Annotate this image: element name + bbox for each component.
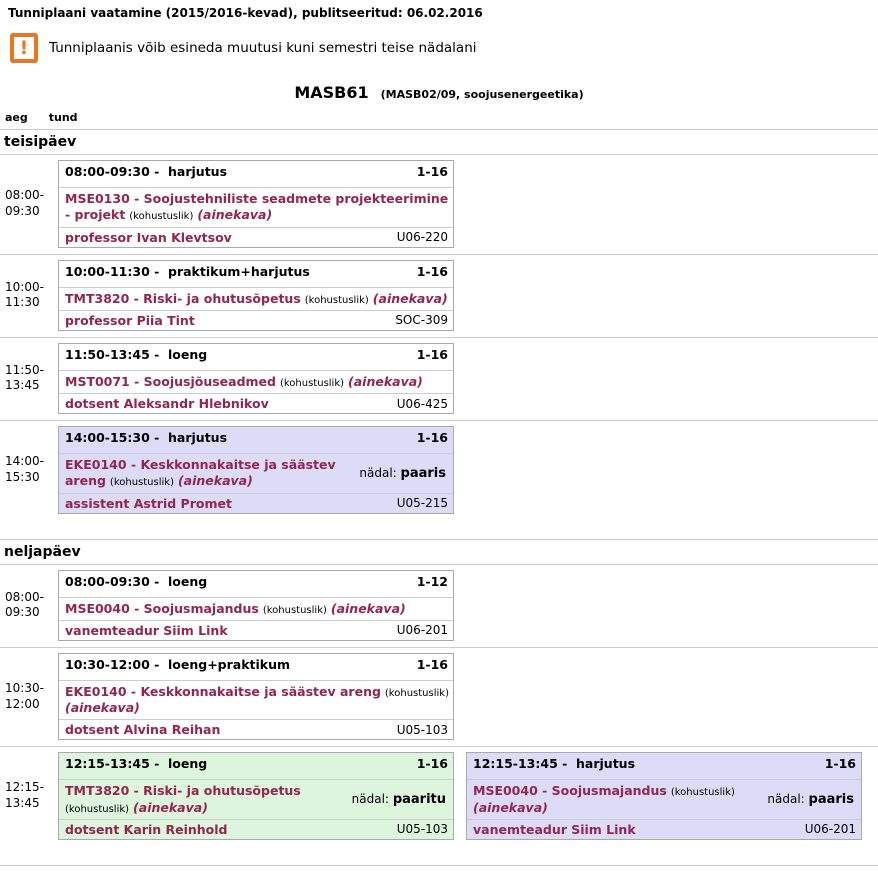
lecturer-link[interactable]: assistent Astrid Promet xyxy=(65,495,232,511)
lecturer-link[interactable]: dotsent Alvina Reihan xyxy=(65,722,221,738)
time-line-1: 10:30- xyxy=(5,680,44,695)
week-parity-value: paaritu xyxy=(392,792,446,807)
entry-time-type: 14:00-15:30 - harjutus xyxy=(65,430,228,445)
entry-footer xyxy=(59,720,453,739)
entry-footer xyxy=(59,228,453,247)
entry-body xyxy=(59,780,453,820)
entry-body xyxy=(59,598,453,621)
warning-banner xyxy=(10,33,878,63)
entry-time-type: 10:00-11:30 - praktikum+harjutus xyxy=(65,263,310,279)
entry-body xyxy=(59,288,453,311)
course-link[interactable]: EKE0140 - Keskkonnakaitse ja säästev areng xyxy=(65,457,336,489)
time-line-2: 09:30 xyxy=(5,203,40,218)
entry-body xyxy=(59,681,453,721)
entry-row xyxy=(0,255,878,338)
day-heading: teisipäev xyxy=(0,129,878,155)
entry-footer xyxy=(59,621,453,640)
time-line-1: 12:15- xyxy=(5,780,44,795)
room-label: U06-201 xyxy=(396,623,448,638)
time-line-1: 08:00- xyxy=(5,188,44,203)
course-link[interactable]: MSE0130 - Soojustehniliste seadmete projekteerimine - projekt xyxy=(65,191,449,223)
entry-time-type: 12:15-13:45 - harjutus xyxy=(473,756,636,772)
timetable xyxy=(0,129,878,846)
ainekava-link[interactable]: (ainekava) xyxy=(372,290,448,306)
day-section xyxy=(0,539,878,846)
room-label: U06-425 xyxy=(396,396,448,411)
entry-box xyxy=(466,752,862,840)
course-info xyxy=(65,601,449,617)
mandatory-label: (kohustuslik) xyxy=(670,787,735,799)
entry-weeks: 1-16 xyxy=(416,430,448,445)
lecturer-link[interactable]: professor Ivan Klevtsov xyxy=(65,229,232,245)
ainekava-link[interactable]: (ainekava) xyxy=(348,373,423,389)
warning-text: Tunniplaanis võib esineda muutusi kuni semestri teise nädalani xyxy=(49,40,477,56)
time-label xyxy=(0,363,58,394)
group-code: MASB61 xyxy=(294,83,369,102)
entry-footer xyxy=(467,820,861,839)
entry-weeks: 1-12 xyxy=(416,573,448,589)
entry-footer xyxy=(59,494,453,513)
entry-box xyxy=(58,426,454,514)
entry-box xyxy=(58,260,454,331)
entry-header xyxy=(467,753,861,780)
week-parity xyxy=(352,792,449,807)
week-parity-label: nädal: xyxy=(359,465,397,480)
entry-weeks: 1-16 xyxy=(416,756,448,772)
time-line-1: 11:50- xyxy=(5,362,44,377)
entry-row xyxy=(0,338,878,421)
ainekava-link[interactable]: (ainekava) xyxy=(473,799,548,815)
entry-header xyxy=(59,753,453,780)
entry-header xyxy=(59,261,453,288)
time-line-2: 13:45 xyxy=(5,378,40,393)
week-parity-value: paaris xyxy=(400,465,446,481)
lecturer-link[interactable]: vanemteadur Siim Link xyxy=(473,821,636,837)
course-info xyxy=(65,291,449,307)
time-label xyxy=(0,188,58,219)
mandatory-label: (kohustuslik) xyxy=(304,294,369,306)
warning-icon: ! xyxy=(10,33,38,63)
lecturer-link[interactable]: dotsent Karin Reinhold xyxy=(65,821,228,837)
mandatory-label: (kohustuslik) xyxy=(279,377,345,389)
day-section xyxy=(0,129,878,520)
course-info xyxy=(65,783,342,816)
time-line-2: 13:45 xyxy=(5,796,40,810)
room-label: U05-103 xyxy=(396,722,448,737)
time-line-1: 10:00- xyxy=(5,279,44,294)
entry-box xyxy=(58,160,454,248)
time-line-2: 09:30 xyxy=(5,605,40,620)
lecturer-link[interactable]: dotsent Aleksandr Hlebnikov xyxy=(65,396,269,411)
week-parity xyxy=(767,792,857,807)
bottom-divider xyxy=(0,865,878,872)
entry-header xyxy=(59,344,453,371)
room-label: U05-103 xyxy=(396,822,448,837)
time-line-2: 11:30 xyxy=(5,295,40,310)
entry-row xyxy=(0,648,878,748)
mandatory-label: (kohustuslik) xyxy=(109,477,174,489)
entry-row xyxy=(0,421,878,520)
mandatory-label: (kohustuslik) xyxy=(384,687,449,699)
entry-time-type: 12:15-13:45 - loeng xyxy=(65,756,208,772)
course-info xyxy=(473,783,757,816)
group-subtitle: (MASB02/09, soojusenergeetika) xyxy=(380,88,584,101)
time-line-1: 08:00- xyxy=(5,589,44,604)
column-header-aeg: aeg xyxy=(5,111,28,124)
time-line-1: 14:00- xyxy=(5,454,44,469)
lecturer-link[interactable]: vanemteadur Siim Link xyxy=(65,622,228,638)
entry-header xyxy=(59,161,453,188)
column-header-tund: tund xyxy=(48,111,78,124)
time-label xyxy=(0,590,58,621)
course-link[interactable]: MSE0040 - Soojusmajandus xyxy=(65,600,259,616)
time-line-2: 15:30 xyxy=(5,469,40,484)
lecturer-link[interactable]: professor Piia Tint xyxy=(65,312,195,328)
ainekava-link[interactable]: (ainekava) xyxy=(65,700,140,715)
entry-box xyxy=(58,570,454,641)
room-label: U05-215 xyxy=(396,496,448,510)
entry-row xyxy=(0,565,878,648)
entry-time-type: 10:30-12:00 - loeng+praktikum xyxy=(65,656,291,672)
course-link[interactable]: MST0071 - Soojusjõuseadmed xyxy=(65,373,276,389)
ainekava-link[interactable]: (ainekava) xyxy=(177,473,253,489)
time-label xyxy=(0,454,58,485)
mandatory-label: (kohustuslik) xyxy=(262,604,327,616)
time-label xyxy=(0,681,58,712)
week-parity-label: nädal: xyxy=(351,792,389,806)
entry-footer xyxy=(59,394,453,413)
entry-body xyxy=(467,780,861,820)
room-label: SOC-309 xyxy=(395,313,448,328)
entry-header xyxy=(59,571,453,598)
group-header xyxy=(0,83,878,102)
entry-time-type: 08:00-09:30 - loeng xyxy=(65,573,208,589)
course-link[interactable]: TMT3820 - Riski- ja ohutusõpetus xyxy=(65,783,301,799)
course-info xyxy=(65,374,449,390)
entry-body xyxy=(59,188,453,228)
day-heading: neljapäev xyxy=(0,539,878,565)
week-parity xyxy=(359,466,449,481)
entry-weeks: 1-16 xyxy=(416,346,448,362)
entry-weeks: 1-16 xyxy=(824,756,856,772)
entry-box xyxy=(58,653,454,741)
entry-header xyxy=(59,427,453,454)
room-label: U06-220 xyxy=(396,230,448,244)
week-parity-value: paaris xyxy=(808,792,854,807)
course-link[interactable]: TMT3820 - Riski- ja ohutusõpetus xyxy=(65,290,301,306)
entry-footer xyxy=(59,820,453,839)
week-parity-label: nädal: xyxy=(767,792,805,806)
ainekava-link[interactable]: (ainekava) xyxy=(330,600,406,616)
mandatory-label: (kohustuslik) xyxy=(65,803,130,815)
column-headers xyxy=(0,111,878,129)
ainekava-link[interactable]: (ainekava) xyxy=(197,207,273,223)
entry-body xyxy=(59,371,453,394)
course-info xyxy=(65,457,349,490)
mandatory-label: (kohustuslik) xyxy=(129,211,194,223)
entry-footer xyxy=(59,311,453,330)
entry-body xyxy=(59,454,453,494)
page-title: Tunniplaani vaatamine (2015/2016-kevad), publitseeritud: 06.02.2016 xyxy=(8,6,483,20)
course-info xyxy=(65,191,449,224)
course-link[interactable]: EKE0140 - Keskkonnakaitse ja säästev areng xyxy=(65,683,381,699)
entry-row xyxy=(0,155,878,255)
entry-weeks: 1-16 xyxy=(416,656,448,672)
time-label xyxy=(0,280,58,311)
room-label: U06-201 xyxy=(804,822,856,837)
entry-box xyxy=(58,343,454,414)
entry-row xyxy=(0,747,878,846)
ainekava-link[interactable]: (ainekava) xyxy=(133,799,208,815)
entry-weeks: 1-16 xyxy=(416,164,448,179)
entry-box xyxy=(58,752,454,840)
time-label xyxy=(0,780,58,811)
entry-time-type: 11:50-13:45 - loeng xyxy=(65,346,208,362)
entry-time-type: 08:00-09:30 - harjutus xyxy=(65,164,228,179)
entry-weeks: 1-16 xyxy=(416,263,448,279)
course-info xyxy=(65,684,449,717)
course-link[interactable]: MSE0040 - Soojusmajandus xyxy=(473,783,667,799)
entry-header xyxy=(59,654,453,681)
time-line-2: 12:00 xyxy=(5,696,40,711)
